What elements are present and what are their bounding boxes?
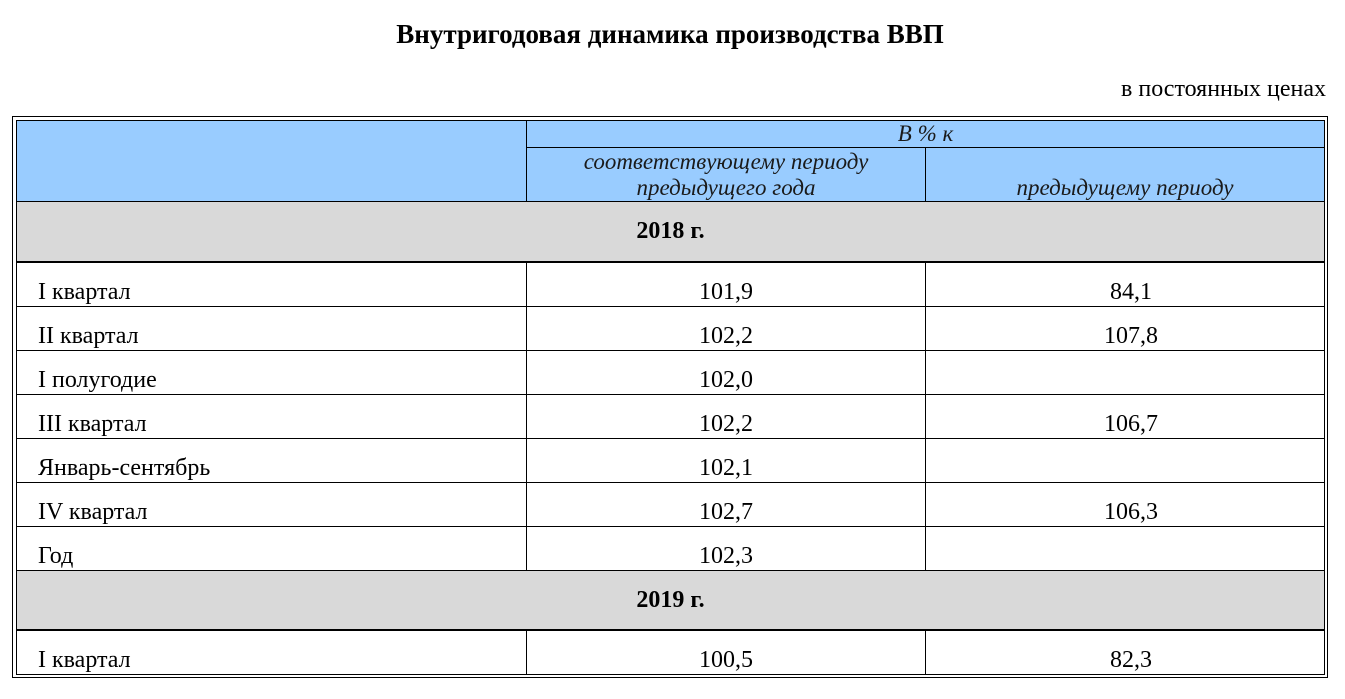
value-prev-year: 101,9 bbox=[527, 262, 926, 307]
value-prev-period: 84,1 bbox=[926, 262, 1325, 307]
table-row bbox=[17, 262, 1325, 307]
row-label: II квартал bbox=[17, 307, 527, 351]
table-row bbox=[17, 483, 1325, 527]
value-prev-period bbox=[926, 527, 1325, 571]
value-prev-year: 100,5 bbox=[527, 630, 926, 675]
value-prev-year: 102,7 bbox=[527, 483, 926, 527]
value-prev-year: 102,0 bbox=[527, 351, 926, 395]
units-note: в постоянных ценах bbox=[1121, 76, 1326, 102]
value-prev-year: 102,2 bbox=[527, 395, 926, 439]
row-label: Январь-сентябрь bbox=[17, 439, 527, 483]
year-label: 2019 г. bbox=[17, 571, 1325, 631]
table-row bbox=[17, 630, 1325, 675]
value-prev-year: 102,1 bbox=[527, 439, 926, 483]
value-prev-period: 107,8 bbox=[926, 307, 1325, 351]
value-prev-period bbox=[926, 351, 1325, 395]
table-row bbox=[17, 351, 1325, 395]
gdp-table bbox=[16, 120, 1325, 675]
value-prev-period bbox=[926, 439, 1325, 483]
value-prev-period: 106,3 bbox=[926, 483, 1325, 527]
table-row bbox=[17, 395, 1325, 439]
header-prev-year-cell: соответствующему периоду предыдущего года bbox=[527, 148, 926, 202]
year-label: 2018 г. bbox=[17, 202, 1325, 263]
row-label: Год bbox=[17, 527, 527, 571]
table-frame bbox=[12, 116, 1328, 678]
header-group-cell: В % к bbox=[527, 121, 1325, 148]
row-label: I квартал bbox=[17, 262, 527, 307]
row-label: IV квартал bbox=[17, 483, 527, 527]
table-row bbox=[17, 439, 1325, 483]
row-label: I полугодие bbox=[17, 351, 527, 395]
header-empty-cell bbox=[17, 121, 527, 202]
row-label: III квартал bbox=[17, 395, 527, 439]
table-row bbox=[17, 527, 1325, 571]
value-prev-year: 102,2 bbox=[527, 307, 926, 351]
header-row-group bbox=[17, 121, 1325, 148]
page-title: Внутригодовая динамика производства ВВП bbox=[396, 19, 944, 49]
value-prev-year: 102,3 bbox=[527, 527, 926, 571]
table-row bbox=[17, 307, 1325, 351]
year-row bbox=[17, 202, 1325, 263]
value-prev-period: 82,3 bbox=[926, 630, 1325, 675]
year-row bbox=[17, 571, 1325, 631]
header-prev-period-cell: предыдущему периоду bbox=[926, 148, 1325, 202]
value-prev-period: 106,7 bbox=[926, 395, 1325, 439]
row-label: I квартал bbox=[17, 630, 527, 675]
